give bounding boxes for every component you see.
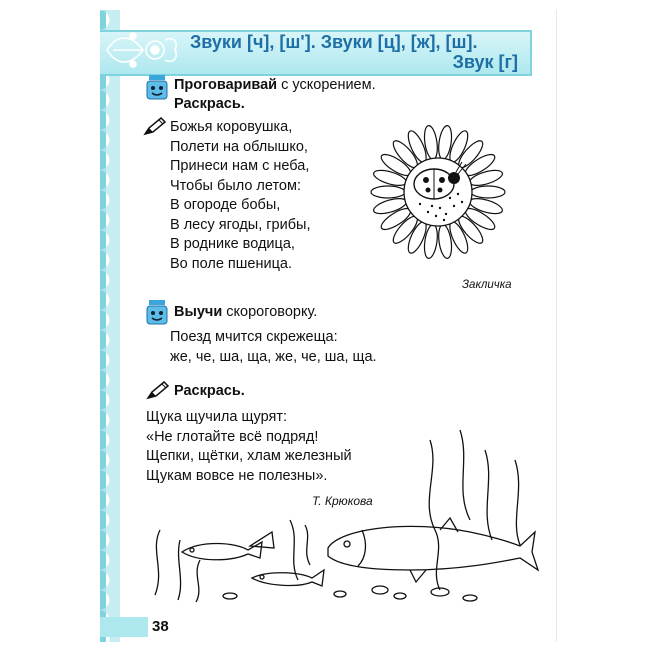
footer-ornament bbox=[100, 617, 148, 637]
poem-line: «Не глотайте всё подряд! bbox=[146, 428, 319, 445]
instruction-2-rest: скороговорку. bbox=[222, 304, 318, 320]
title-line-2: Звук [г] bbox=[452, 52, 518, 72]
instruction-3: Раскрась. bbox=[174, 383, 245, 399]
flower-petal bbox=[371, 186, 405, 198]
twister-line: же, че, ша, ща, же, че, ша, ща. bbox=[170, 348, 377, 365]
page-number: 38 bbox=[152, 618, 169, 635]
robot-icon bbox=[146, 300, 168, 326]
poem-line: В лесу ягоды, грибы, bbox=[170, 216, 311, 233]
poem-line: Во поле пшеница. bbox=[170, 255, 292, 272]
instruction-1b: Раскрась. bbox=[174, 96, 245, 112]
ladybug-flower-illustration bbox=[368, 120, 508, 260]
decorative-border bbox=[100, 10, 120, 642]
poem-line: Полети на облышко, bbox=[170, 138, 308, 155]
page-title bbox=[190, 32, 526, 72]
pencil-icon bbox=[143, 116, 167, 136]
instruction-1 bbox=[174, 76, 376, 96]
poem-line: Щепки, щётки, хлам железный bbox=[146, 448, 352, 464]
twister-line: Поезд мчится скрежеща: bbox=[170, 329, 338, 345]
caption-zaklichka: Закличка bbox=[462, 279, 512, 291]
poem-line: Чтобы было летом: bbox=[170, 177, 301, 194]
instruction-1-rest: с ускорением. bbox=[277, 77, 376, 93]
instruction-2 bbox=[174, 303, 317, 323]
instruction-2-bold: Выучи bbox=[174, 304, 223, 320]
poem-line: Божья коровушка, bbox=[170, 119, 293, 135]
instruction-1-bold: Проговаривай bbox=[174, 77, 278, 93]
pike-fish-illustration bbox=[140, 420, 540, 610]
robot-icon bbox=[146, 75, 168, 101]
pencil-icon bbox=[146, 380, 170, 400]
tongue-twister bbox=[170, 328, 377, 367]
poem-line: В роднике водица, bbox=[170, 236, 295, 252]
poem-line: Щука щучила щурят: bbox=[146, 409, 288, 425]
poem-line: Принеси нам с неба, bbox=[170, 158, 310, 174]
poem-line: Щукам вовсе не полезны». bbox=[146, 467, 328, 484]
floral-ornament-icon bbox=[103, 28, 181, 72]
poem-line: В огороде бобы, bbox=[170, 197, 281, 213]
flower-petal bbox=[471, 186, 505, 198]
title-line-1: Звуки [ч], [ш']. Звуки [ц], [ж], [ш]. bbox=[190, 32, 478, 52]
poem-ladybug bbox=[170, 118, 310, 274]
author-credit: Т. Крюкова bbox=[312, 494, 373, 508]
